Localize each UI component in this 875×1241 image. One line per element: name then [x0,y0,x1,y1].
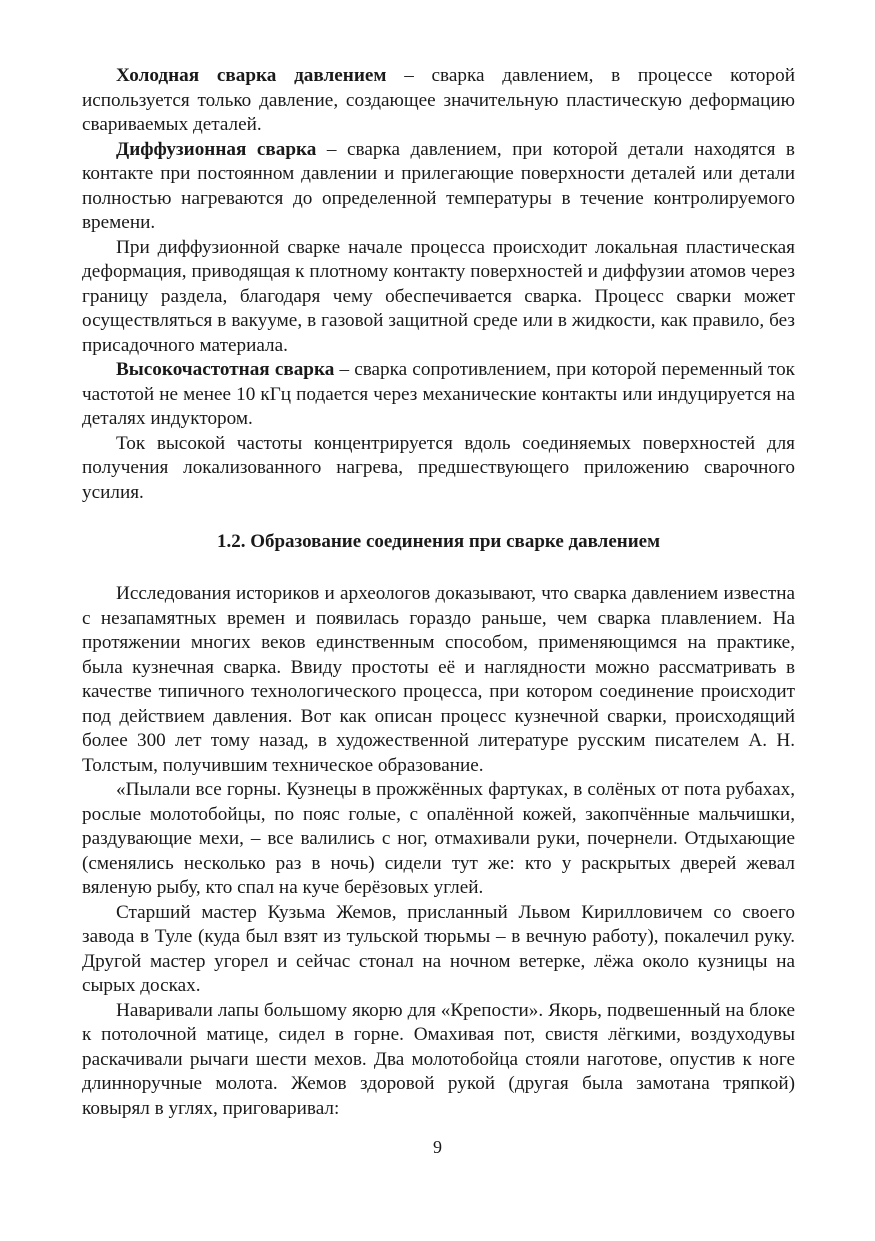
paragraph-text: Ток высокой частоты концентрируется вдоль соединяемых поверхностей для получения локализованного нагрева, предшествующего приложению сварочного усилия. [82,432,795,503]
paragraph-quote-anchor: Наваривали лапы большому якорю для «Крепости». Якорь, подвешенный на блоке к потолочной матице, сидел в горне. Омахивая пот, свистя лёгкими, воздуходувы раскачивали рычаги шести мехов. Два молотобойца стояли наготове, опустив к ноге длинноручные молота. Жемов здоровой рукой (другая была замотана тряпкой) ковырял в углях, приговаривал: [82,999,795,1119]
definition-hf-welding: – сварка сопротивлением, при которой переменный ток частотой не менее 10 кГц подается через механические контакты или индуцируется на деталях индуктором. [82,359,795,429]
paragraph-cold-welding [82,64,795,138]
paragraph-history: Исследования историков и археологов доказывают, что сварка давлением известна с незапамятных времен и появилась гораздо раньше, чем сварка плавлением. На протяжении многих веков единственным способом, применяющимся на практике, была кузнечная сварка. Ввиду простоты её и наглядности можно рассматривать в качестве типичного технологического процесса, при котором соединение происходит под действием давления. Вот как описан процесс кузнечной сварки, происходящий более 300 лет тому назад, в художественной литературе русским писателем А. Н. Толстым, получившим техническое образование. [82,583,795,776]
paragraph-hf-current [82,432,795,506]
term-diffusion-welding: Диффузионная сварка [116,138,317,160]
term-hf-welding: Высокочастотная сварка [116,359,335,380]
paragraph-diffusion-process [82,236,795,359]
paragraph-quote-forges: «Пылали все горны. Кузнецы в прожжённых фартуках, в солёных от пота рубахах, рослые молотобойцы, по пояс голые, с опалённой кожей, закопчённые мальчишки, раздувающие мехи, – все валились с ног, отмахивали руки, почернели. Отдыхающие (сменялись несколько раз в ночь) сидели тут же: кто у раскрытых дверей жевал вяленую рыбу, кто спал на куче берёзовых углей. [82,779,795,898]
definition-diffusion-welding: – сварка давлением, при которой детали находятся в контакте при постоянном давлении и прилегающие поверхности деталей или детали полностью нагреваются до определенной температуры в течение контролируемого времени. [82,138,795,233]
section-heading: 1.2. Образование соединения при сварке давлением [216,531,661,552]
paragraph-hf-welding [82,358,795,432]
definition-cold-welding: – сварка давлением, в процессе которой используется только давление, создающее значительную пластическую деформацию свариваемых деталей. [82,65,795,135]
paragraph-quote-master: Старший мастер Кузьма Жемов, присланный Львом Кирилловичем со своего завода в Туле (куда был взят из тульской тюрьмы – в вечную работу), покалечил руку. Другой мастер угорел и сейчас стонал на ночном ветерке, лёжа около кузницы на сырых досках. [82,901,795,996]
paragraph-text: При диффузионной сварке начале процесса происходит локальная пластическая деформация, приводящая к плотному контакту поверхностей и диффузии атомов через границу раздела, благодаря чему обеспечивается сварка. Процесс сварки может осуществляться в вакууме, в газовой защитной среде или в жидкости, как правило, без присадочного материала. [82,236,795,356]
term-cold-welding: Холодная сварка давлением [116,65,387,86]
page-number: 9 [433,1137,442,1157]
paragraph-diffusion-welding [82,138,795,236]
